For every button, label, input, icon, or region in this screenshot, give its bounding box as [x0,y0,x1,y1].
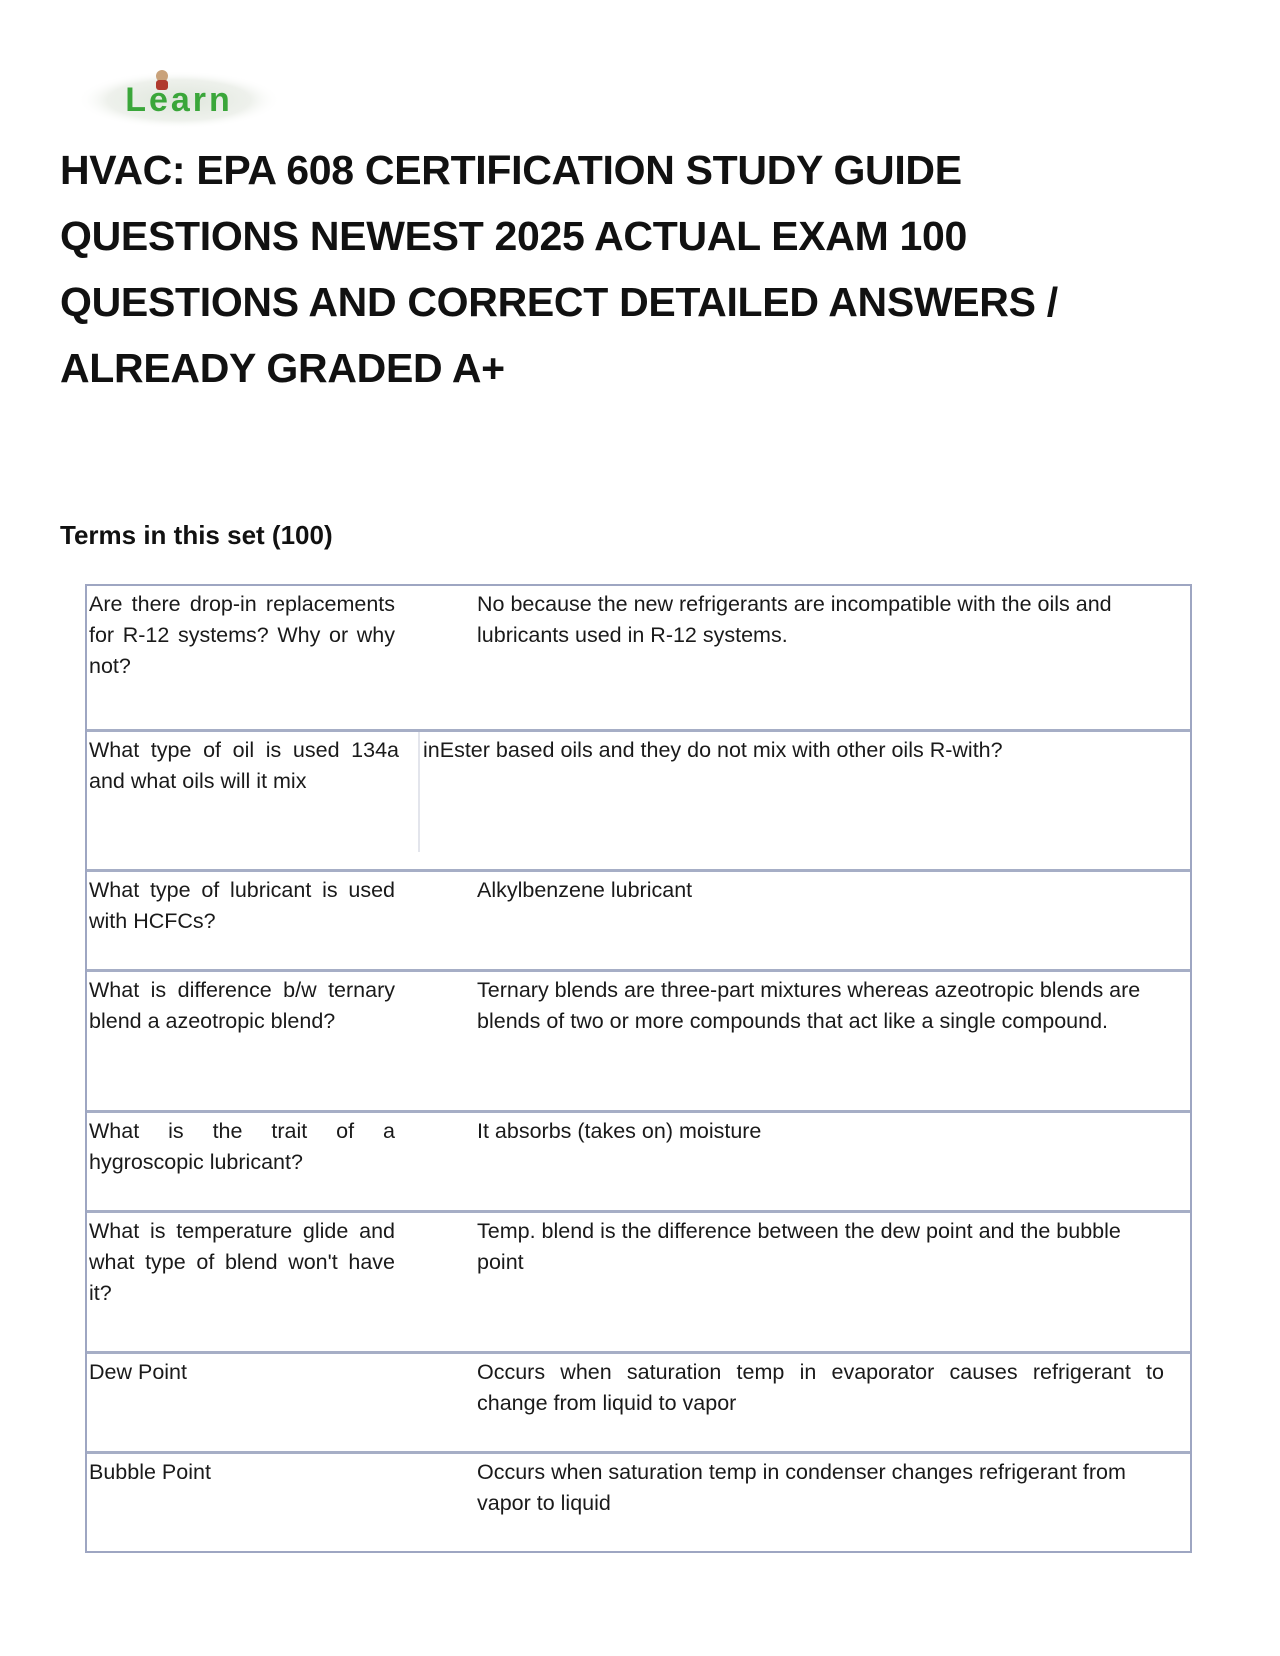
terms-count-heading: Terms in this set (100) [60,520,333,550]
term-question: Bubble Point [89,1460,211,1484]
term-question: What is the trait of a hygroscopic lubricant? [89,1119,395,1174]
term-answer: No because the new refrigerants are incompatible with the oils and lubricants used in R-12 systems. [477,592,1112,647]
term-row [87,729,1190,869]
term-row [87,1351,1190,1451]
term-question: Dew Point [89,1360,187,1384]
cell-divider [418,732,420,852]
term-answer: Occurs when saturation temp in condenser changes refrigerant from vapor to liquid [477,1460,1126,1515]
terms-table [85,584,1192,1553]
learn-logo [76,64,282,130]
term-question: What type of lubricant is used with HCFCs? [89,878,395,933]
term-row [87,969,1190,1110]
term-question: What type of oil is used 134a and what oils will it mix [89,738,399,793]
term-row [87,1451,1190,1551]
term-answer: Occurs when saturation temp in evaporator causes refrigerant to change from liquid to vapor [477,1360,1164,1415]
term-question: Are there drop-in replacements for R-12 systems? Why or why not? [89,592,395,678]
term-answer: Ternary blends are three-part mixtures whereas azeotropic blends are blends of two or more compounds that act like a single compound. [477,978,1141,1033]
term-answer: Temp. blend is the difference between the dew point and the bubble point [477,1219,1121,1274]
term-question: What is temperature glide and what type of blend won't have it? [89,1219,395,1305]
term-question: What is difference b/w ternary blend a azeotropic blend? [89,978,395,1033]
svg-text:Learn: Learn [125,81,233,119]
term-row [87,1210,1190,1351]
term-answer: inEster based oils and they do not mix with other oils R-with? [423,738,1003,762]
term-row [87,586,1190,729]
term-row [87,1110,1190,1210]
term-answer: Alkylbenzene lubricant [477,878,693,902]
term-answer: It absorbs (takes on) moisture [477,1119,762,1143]
term-row [87,869,1190,969]
page-title: HVAC: EPA 608 CERTIFICATION STUDY GUIDE QUESTIONS NEWEST 2025 ACTUAL EXAM 100 QUESTIONS AND CORRECT DETAILED ANSWERS / ALREADY GRADED A+ [60,147,1058,391]
